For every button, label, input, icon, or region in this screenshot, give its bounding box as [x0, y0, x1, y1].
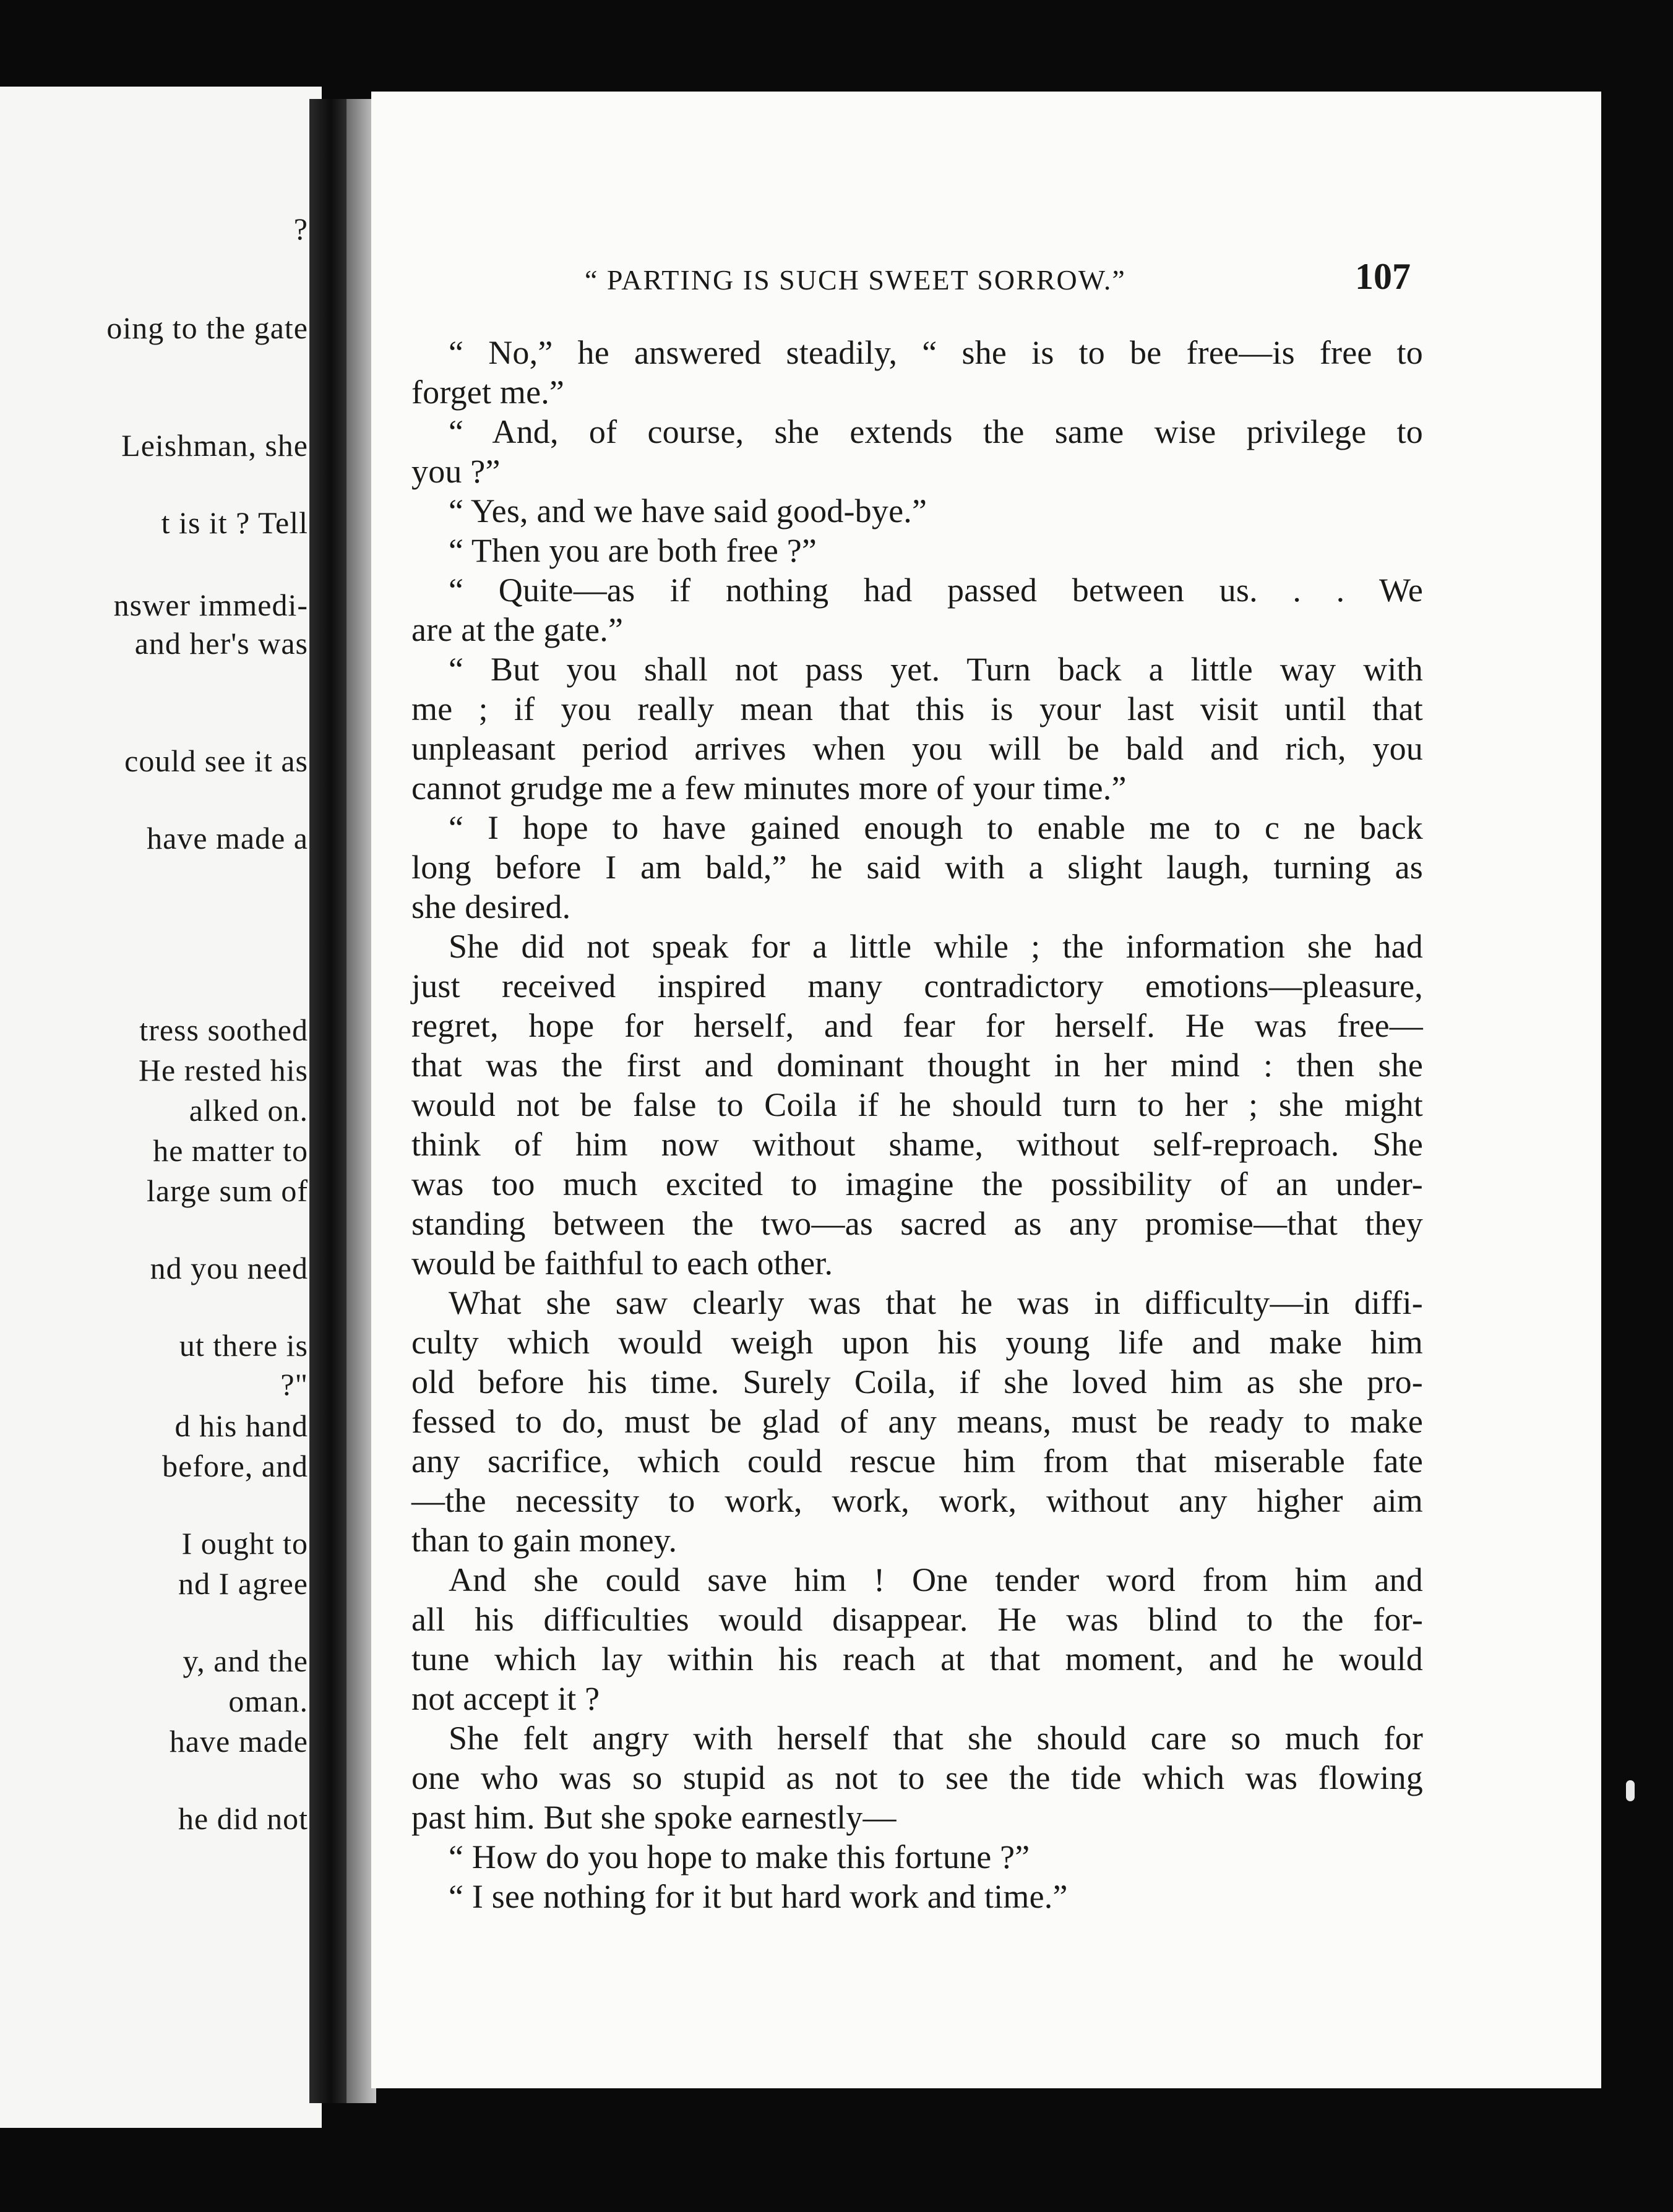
- page-header: [371, 256, 1601, 302]
- text-line: past him. But she spoke earnestly—: [411, 1799, 897, 1836]
- text-line: cannot grudge me a few minutes more of your time.”: [411, 769, 1127, 807]
- page-edge-mark: [1626, 1780, 1635, 1801]
- text-line: “ Yes, and we have said good-bye.”: [449, 492, 927, 529]
- left-page-line: ?: [293, 212, 308, 246]
- left-page-line: Leishman, she: [121, 428, 308, 463]
- text-line: “ How do you hope to make this fortune ?”: [449, 1838, 1030, 1875]
- left-page-line: and her's was: [134, 626, 308, 661]
- text-line: tune which lay within his reach at that moment, and he would: [411, 1640, 1423, 1678]
- left-page-line: ?": [280, 1367, 308, 1402]
- text-line: not accept it ?: [411, 1680, 600, 1717]
- text-line: “ But you shall not pass yet. Turn back a little way with: [449, 651, 1423, 688]
- left-page-line: he matter to: [153, 1133, 308, 1168]
- text-line: was too much excited to imagine the possibility of an under-: [411, 1165, 1423, 1202]
- text-line: culty which would weigh upon his young life and make him: [411, 1324, 1423, 1361]
- text-line: What she saw clearly was that he was in difficulty—in diffi-: [449, 1284, 1423, 1321]
- text-line: all his difficulties would disappear. He was blind to the for-: [411, 1601, 1423, 1638]
- running-title: “ PARTING IS SUCH SWEET SORROW.”: [585, 264, 1126, 296]
- left-page-line: nd I agree: [178, 1566, 308, 1601]
- text-line: any sacrifice, which could rescue him from that miserable fate: [411, 1443, 1423, 1480]
- text-line: than to gain money.: [411, 1522, 677, 1559]
- left-page-line: d his hand: [174, 1408, 308, 1443]
- text-line: “ Then you are both free ?”: [449, 532, 817, 569]
- text-line: she desired.: [411, 888, 571, 925]
- left-page-line: y, and the: [183, 1644, 308, 1678]
- text-line: me ; if you really mean that this is your last visit until that: [411, 690, 1423, 727]
- text-line: old before his time. Surely Coila, if she loved him as she pro-: [411, 1363, 1423, 1400]
- text-line: forget me.”: [411, 374, 565, 411]
- text-line: “ I hope to have gained enough to enable me to c ne back: [449, 809, 1423, 846]
- text-line: And she could save him ! One tender word from him and: [449, 1561, 1423, 1598]
- left-page-line: nd you need: [150, 1251, 308, 1285]
- left-page-line: tress soothed: [139, 1013, 308, 1047]
- left-page-line: oing to the gate: [106, 311, 308, 345]
- text-line: long before I am bald,” he said with a slight laugh, turning as: [411, 849, 1423, 886]
- left-page-line: have made a: [147, 821, 308, 855]
- text-line: are at the gate.”: [411, 611, 624, 648]
- left-page-line: ut there is: [179, 1328, 308, 1363]
- text-line: “ No,” he answered steadily, “ she is to be free—is free to: [449, 334, 1423, 371]
- text-line: would be faithful to each other.: [411, 1245, 833, 1282]
- text-line: think of him now without shame, without self-reproach. She: [411, 1126, 1423, 1163]
- text-line: one who was so stupid as not to see the tide which was flowing: [411, 1759, 1423, 1796]
- text-line: that was the first and dominant thought in her mind : then she: [411, 1047, 1423, 1084]
- left-page-line: nswer immedi-: [113, 588, 308, 622]
- text-line: She did not speak for a little while ; the information she had: [449, 928, 1423, 965]
- left-page-line: He rested his: [138, 1053, 308, 1087]
- text-line: —the necessity to work, work, work, without any higher aim: [411, 1482, 1423, 1519]
- text-line: standing between the two—as sacred as any promise—that they: [411, 1205, 1423, 1242]
- text-line: She felt angry with herself that she should care so much for: [449, 1720, 1423, 1757]
- left-page-line: before, and: [162, 1449, 308, 1483]
- text-line: just received inspired many contradictory emotions—pleasure,: [411, 967, 1423, 1005]
- left-page-line: oman.: [228, 1684, 308, 1718]
- page-number: 107: [1355, 256, 1411, 297]
- body-text: [411, 333, 1423, 1916]
- left-page-line: large sum of: [146, 1173, 308, 1208]
- text-line: regret, hope for herself, and fear for herself. He was free—: [411, 1007, 1423, 1044]
- text-line: you ?”: [411, 453, 501, 490]
- text-line: unpleasant period arrives when you will be bald and rich, you: [411, 730, 1423, 767]
- left-page-line: have made: [169, 1724, 308, 1759]
- left-page-line: alked on.: [189, 1093, 308, 1128]
- text-line: fessed to do, must be glad of any means, must be ready to make: [411, 1403, 1423, 1440]
- text-line: “ Quite—as if nothing had passed between us. . . We: [449, 572, 1423, 609]
- right-page: [371, 92, 1601, 2088]
- left-page-line: t is it ? Tell: [161, 505, 308, 540]
- left-page-line: could see it as: [124, 744, 308, 778]
- text-line: would not be false to Coila if he should turn to her ; she might: [411, 1086, 1423, 1123]
- text-line: “ I see nothing for it but hard work and time.”: [449, 1878, 1068, 1915]
- text-line: “ And, of course, she extends the same wise privilege to: [449, 413, 1423, 450]
- left-page-fragment: [0, 87, 322, 2128]
- left-page-line: he did not: [178, 1801, 308, 1836]
- left-page-line: I ought to: [181, 1526, 308, 1561]
